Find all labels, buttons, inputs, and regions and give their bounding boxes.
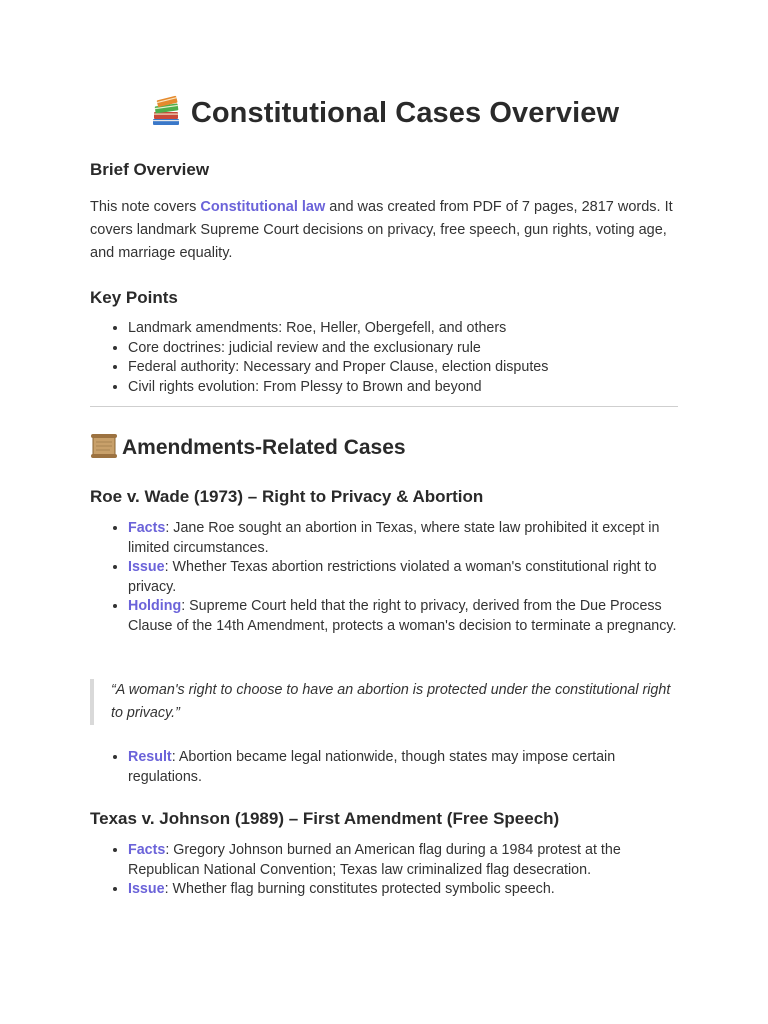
list-item: [128, 841, 680, 880]
page-title-text: Constitutional Cases Overview: [190, 97, 620, 129]
issue-text: : Whether flag burning constitutes protected symbolic speech.: [164, 881, 555, 897]
texas-heading: Texas v. Johnson (1989) – First Amendment (Free Speech): [90, 809, 560, 828]
result-label: Result: [128, 749, 172, 765]
texas-details: [90, 841, 680, 900]
brief-overview-body: [90, 196, 680, 265]
key-points-heading: Key Points: [90, 288, 178, 307]
constitutional-law-link[interactable]: Constitutional law: [200, 199, 326, 215]
page-title: [0, 94, 768, 130]
facts-text: : Jane Roe sought an abortion in Texas, where state law prohibited it except in limited circumstances.: [128, 520, 660, 556]
roe-quote: “A woman's right to choose to have an abortion is protected under the constitutional right to privacy.”: [90, 679, 680, 725]
roe-quote-wrap: [90, 679, 680, 725]
list-item: • Federal authority: Necessary and Proper Clause, election disputes: [128, 358, 680, 378]
overview-text-start: This note covers: [90, 199, 201, 215]
amendments-section: [90, 432, 680, 460]
holding-text: : Supreme Court held that the right to privacy, derived from the Due Process Clause of the 14th Amendment, protects a woman's decision to terminate a pregnancy.: [128, 598, 677, 634]
scroll-icon: [90, 432, 118, 460]
roe-details: [90, 519, 680, 636]
books-icon: [149, 94, 183, 128]
roe-list: [90, 519, 680, 636]
roe-result-wrap: [90, 748, 680, 787]
list-item: • Civil rights evolution: From Plessy to Brown and beyond: [128, 378, 680, 398]
brief-overview-section: [90, 160, 680, 180]
list-item: [128, 880, 680, 900]
brief-overview-heading: Brief Overview: [90, 160, 210, 179]
texas-list: [90, 841, 680, 900]
key-points-list-wrap: [90, 319, 680, 397]
overview-text-end: and was created from PDF of 7 pages, 2817 words. It covers landmark Supreme Court decisions on privacy, free speech, gun rights, voting age, and marriage equality.: [90, 199, 673, 261]
section-divider: [90, 406, 678, 407]
holding-label: Holding: [128, 598, 182, 614]
list-item: • Landmark amendments: Roe, Heller, Obergefell, and others: [128, 319, 680, 339]
list-item: [128, 519, 680, 558]
list-item: • Core doctrines: judicial review and the exclusionary rule: [128, 339, 680, 359]
facts-label: Facts: [128, 842, 166, 858]
list-item: [128, 558, 680, 597]
result-text: : Abortion became legal nationwide, though states may impose certain regulations.: [128, 749, 616, 785]
key-points-list: [90, 319, 680, 397]
roe-result-list: [90, 748, 680, 787]
roe-v-wade-case: [90, 487, 680, 507]
amendments-heading: [90, 432, 680, 460]
roe-heading: Roe v. Wade (1973) – Right to Privacy & Abortion: [90, 487, 484, 506]
amendments-heading-text: Amendments-Related Cases: [122, 436, 406, 459]
brief-overview-text: [90, 196, 680, 265]
issue-label: Issue: [128, 559, 165, 575]
key-points-section: [90, 288, 680, 308]
list-item: [128, 597, 680, 636]
texas-v-johnson-case: [90, 809, 680, 829]
facts-text: : Gregory Johnson burned an American flag during a 1984 protest at the Republican National Convention; Texas law criminalized flag desecration.: [128, 842, 621, 878]
issue-text: : Whether Texas abortion restrictions violated a woman's constitutional right to privacy.: [128, 559, 657, 595]
list-item: [128, 748, 680, 787]
issue-label: Issue: [128, 881, 165, 897]
facts-label: Facts: [128, 520, 166, 536]
